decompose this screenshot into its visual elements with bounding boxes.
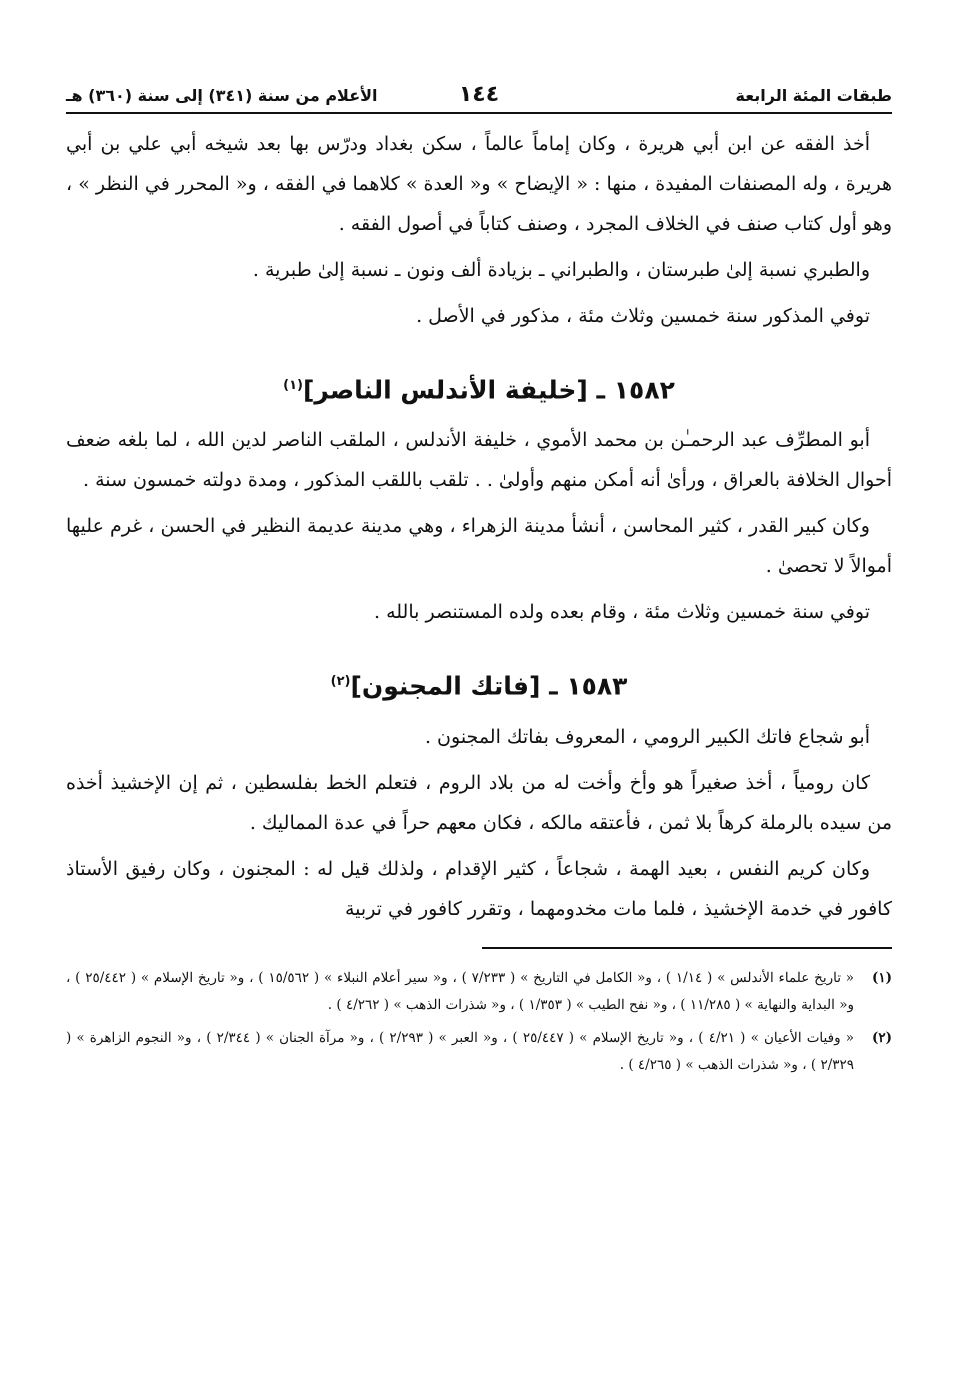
paragraph: كان رومياً ، أخذ صغيراً هو وأخ وأخت له من بلاد الروم ، فتعلم الخط بفلسطين ، ثم إن الإخشيذ أخذه من سيده بالرملة كرهاً بلا ثمن ، فأعتقه مالكه ، فكان معهم حراً في عدة المماليك .: [66, 771, 892, 834]
header-rule: [66, 112, 892, 114]
footnote-ref: (١): [283, 378, 303, 393]
footnotes: [66, 965, 892, 1079]
footnote-ref: (٢): [330, 674, 351, 690]
paragraph: توفي سنة خمسين وثلاث مئة ، وقام بعده ولده المستنصر بالله .: [374, 601, 870, 624]
paragraph: وكان كبير القدر ، كثير المحاسن ، أنشأ مدينة الزهراء ، وهي مدينة عديمة النظير في الحسن ، غرم عليها أموالاً لا تحصىٰ .: [66, 515, 892, 578]
footnote-number: (٢): [871, 1029, 892, 1046]
intro-section: [66, 124, 892, 336]
header-date-range: الأعلام من سنة (٣٤١) إلى سنة (٣٦٠) هـ: [66, 86, 378, 105]
header-section-title: طبقات المئة الرابعة: [735, 86, 892, 105]
page-number: ١٤٤: [458, 82, 500, 107]
paragraph: أخذ الفقه عن ابن أبي هريرة ، وكان إماماً عالماً ، سكن بغداد ودرّس بها بعد شيخه أبي علي بن أبي هريرة ، وله المصنفات المفيدة ، منها : « الإيضاح » و« العدة » كلاهما في الفقه ، و« المحرر في النظر » ، وهو أول كتاب صنف في الخلاف المجرد ، وصنف كتاباً في أصول الفقه .: [66, 133, 892, 235]
footnote: [66, 965, 892, 1019]
entry-heading: [66, 662, 892, 706]
entry-heading: [66, 366, 892, 410]
footnote-separator: [482, 947, 892, 949]
paragraph: وكان كريم النفس ، بعيد الهمة ، شجاعاً ، كثير الإقدام ، ولذلك قيل له : المجنون ، وكان رفيق الأستاذ كافور في خدمة الإخشيذ ، فلما مات مخدومهما ، وتقرر كافور في تربية: [66, 857, 892, 920]
footnote-text: « تاريخ علماء الأندلس » ( ١/١٤ ) ، و« الكامل في التاريخ » ( ٧/٢٣٣ ) ، و« سير أعلام النبلاء » ( ١٥/٥٦٢ ) ، و« تاريخ الإسلام » ( ٢٥/٤٤٢ ) ، و« البداية والنهاية » ( ١١/٢٨٥ ) ، و« نفح الطيب » ( ١/٣٥٣ ) ، و« شذرات الذهب » ( ٤/٢٦٢ ) .: [66, 969, 855, 1013]
paragraph: توفي المذكور سنة خمسين وثلاث مئة ، مذكور في الأصل .: [416, 305, 870, 327]
entry-title: ١٥٨٣ ـ [فاتك المجنون]: [350, 671, 628, 701]
entry-1583: [66, 662, 892, 928]
footnote-number: (١): [871, 969, 892, 986]
entry-title: ١٥٨٢ ـ [خليفة الأندلس الناصر]: [303, 375, 675, 405]
entry-1582: [66, 366, 892, 632]
paragraph: أبو المطرِّف عبد الرحمـٰن بن محمد الأموي ، خليفة الأندلس ، الملقب الناصر لدين الله ، لما بلغه ضعف أحوال الخلافة بالعراق ، ورأىٰ أنه أمكن منهم وأولىٰ . . تلقب باللقب المذكور ، ومدة دولته خمسون سنة .: [66, 429, 892, 492]
paragraph: أبو شجاع فاتك الكبير الرومي ، المعروف بفاتك المجنون .: [424, 725, 870, 748]
paragraph: والطبري نسبة إلىٰ طبرستان ، والطبراني ـ بزيادة ألف ونون ـ نسبة إلىٰ طبرية .: [252, 259, 870, 281]
footnote: [66, 1025, 892, 1079]
footnote-text: « وفيات الأعيان » ( ٤/٢١ ) ، و« تاريخ الإسلام » ( ٢٥/٤٤٧ ) ، و« العبر » ( ٢/٢٩٣ ) ، و« مرآة الجنان » ( ٢/٣٤٤ ) ، و« النجوم الزاهرة » ( ٢/٣٢٩ ) ، و« شذرات الذهب » ( ٤/٢٦٥ ) .: [66, 1029, 854, 1073]
running-header: [66, 76, 892, 112]
book-page: [66, 76, 892, 1085]
